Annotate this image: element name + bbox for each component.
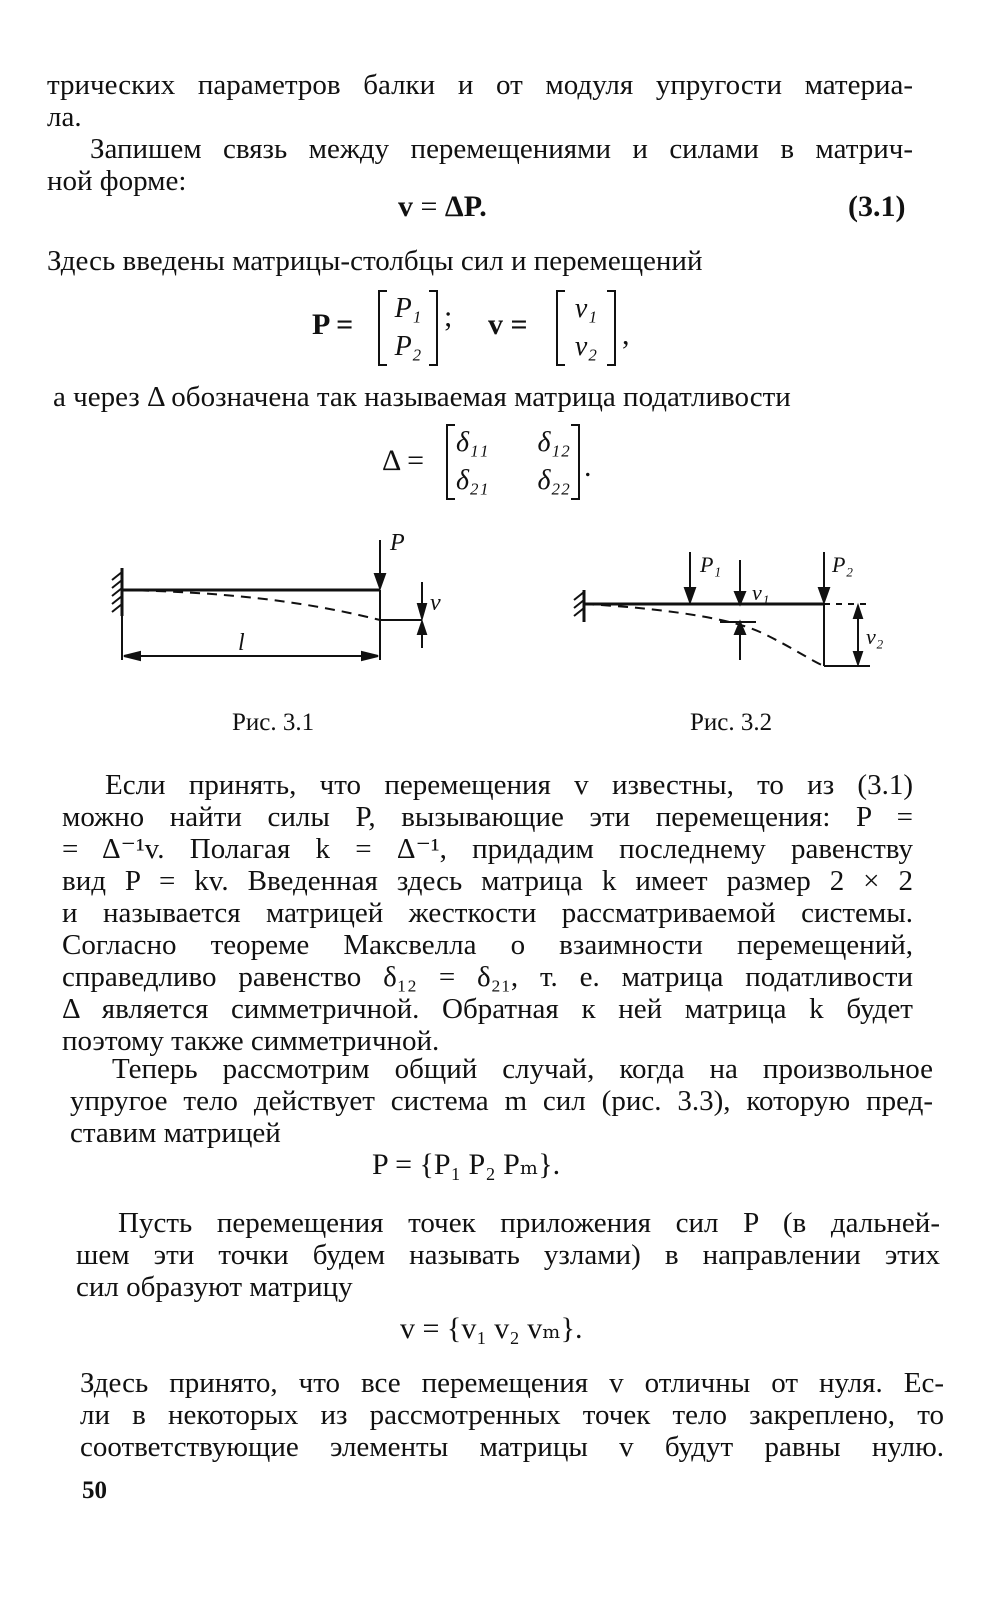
text-line: Пусть перемещения точек приложения сил P (в дальней- [118,1207,940,1239]
text-line: вид P = kv. Введенная здесь матрица k имеет размер 2 × 2 [62,865,913,897]
matrix-separator: ; [444,300,453,333]
text-line: и называется матрицей жесткости рассматриваемой системы. [62,897,913,929]
matrix-end: . [584,450,592,483]
equation-number: (3.1) [848,190,906,223]
text-line: Здесь введены матрицы-столбцы сил и перемещений [47,245,703,277]
text-line: Δ является симметричной. Обратная к ней матрица k будет [62,993,913,1025]
text-line: соответствующие элементы матрицы v будут равны нулю. [80,1431,944,1463]
matrix-end: , [622,318,630,351]
text-line: поэтому также симметричной. [62,1025,440,1057]
displacement-label: v [430,590,441,616]
text-line: Если принять, что перемещения v известны, то из (3.1) [105,769,913,801]
matrix-delta-lhs: Δ = [382,444,425,477]
text-line: = Δ⁻¹v. Полагая k = Δ⁻¹, придадим последнему равенству [62,833,913,865]
text-line: ной форме: [47,165,187,197]
equation-sign: = [420,190,438,223]
figure-caption: Рис. 3.1 [232,709,315,736]
force-label: P₁ [700,552,722,577]
text-line: справедливо равенство δ₁₂ = δ₂₁, т. е. матрица податливости [62,961,913,993]
equation-3-1 [398,190,487,224]
equation-rhs: ΔP. [444,190,487,223]
matrix-cell: δ₂₂ [537,465,570,496]
displacement-label: v₂ [866,624,884,649]
text-line: Согласно теореме Максвелла о взаимности перемещений, [62,929,913,961]
matrix-p-lhs: P = [312,308,354,341]
figure-3-1 [100,528,460,678]
displacement-label: v₁ [752,580,770,605]
text-line: Здесь принято, что все перемещения v отличны от нуля. Ес- [80,1367,944,1399]
matrix-cell: δ₁₂ [537,427,570,458]
force-label: P [390,530,405,556]
matrix-cell: v₁ [574,293,598,324]
text-line: Теперь рассмотрим общий случай, когда на произвольное [112,1053,933,1085]
text-line: трических параметров балки и от модуля упругости материа- [47,69,913,101]
text-line: ли в некоторых из рассмотренных точек тело закреплено, то [80,1399,944,1431]
matrix-v-lhs: v = [488,308,528,341]
equation-p-vector: P = {P₁ P₂ Pₘ}. [372,1148,561,1181]
matrix-cell: P₁ [394,293,422,324]
text-line: можно найти силы P, вызывающие эти перемещения: P = [62,801,913,833]
text-line: шем эти точки будем называть узлами) в направлении этих [76,1239,940,1271]
equation-v-vector: v = {v₁ v₂ vₘ}. [400,1312,583,1345]
figure-3-2 [560,542,900,677]
text-line: упругое тело действует система m сил (рис. 3.3), которую пред- [70,1085,933,1117]
text-line: ставим матрицей [70,1117,281,1149]
text-line: ла. [47,101,82,133]
matrix-cell: δ₂₁ [456,465,489,496]
figure-caption: Рис. 3.2 [690,709,773,736]
text-line: а через Δ обозначена так называемая матрица податливости [53,381,791,413]
text-line: Запишем связь между перемещениями и силами в матрич- [90,133,913,165]
matrix-cell: P₂ [394,331,422,362]
page-number: 50 [82,1477,107,1504]
equation-lhs: v [398,190,413,223]
matrix-cell: v₂ [574,331,598,362]
matrix-delta [446,424,580,500]
force-label: P₂ [832,552,854,577]
matrix-p [378,290,438,366]
text-line: сил образуют матрицу [76,1271,353,1303]
matrix-cell: δ₁₁ [456,427,489,458]
length-label: l [238,630,245,656]
matrix-v [556,290,616,366]
